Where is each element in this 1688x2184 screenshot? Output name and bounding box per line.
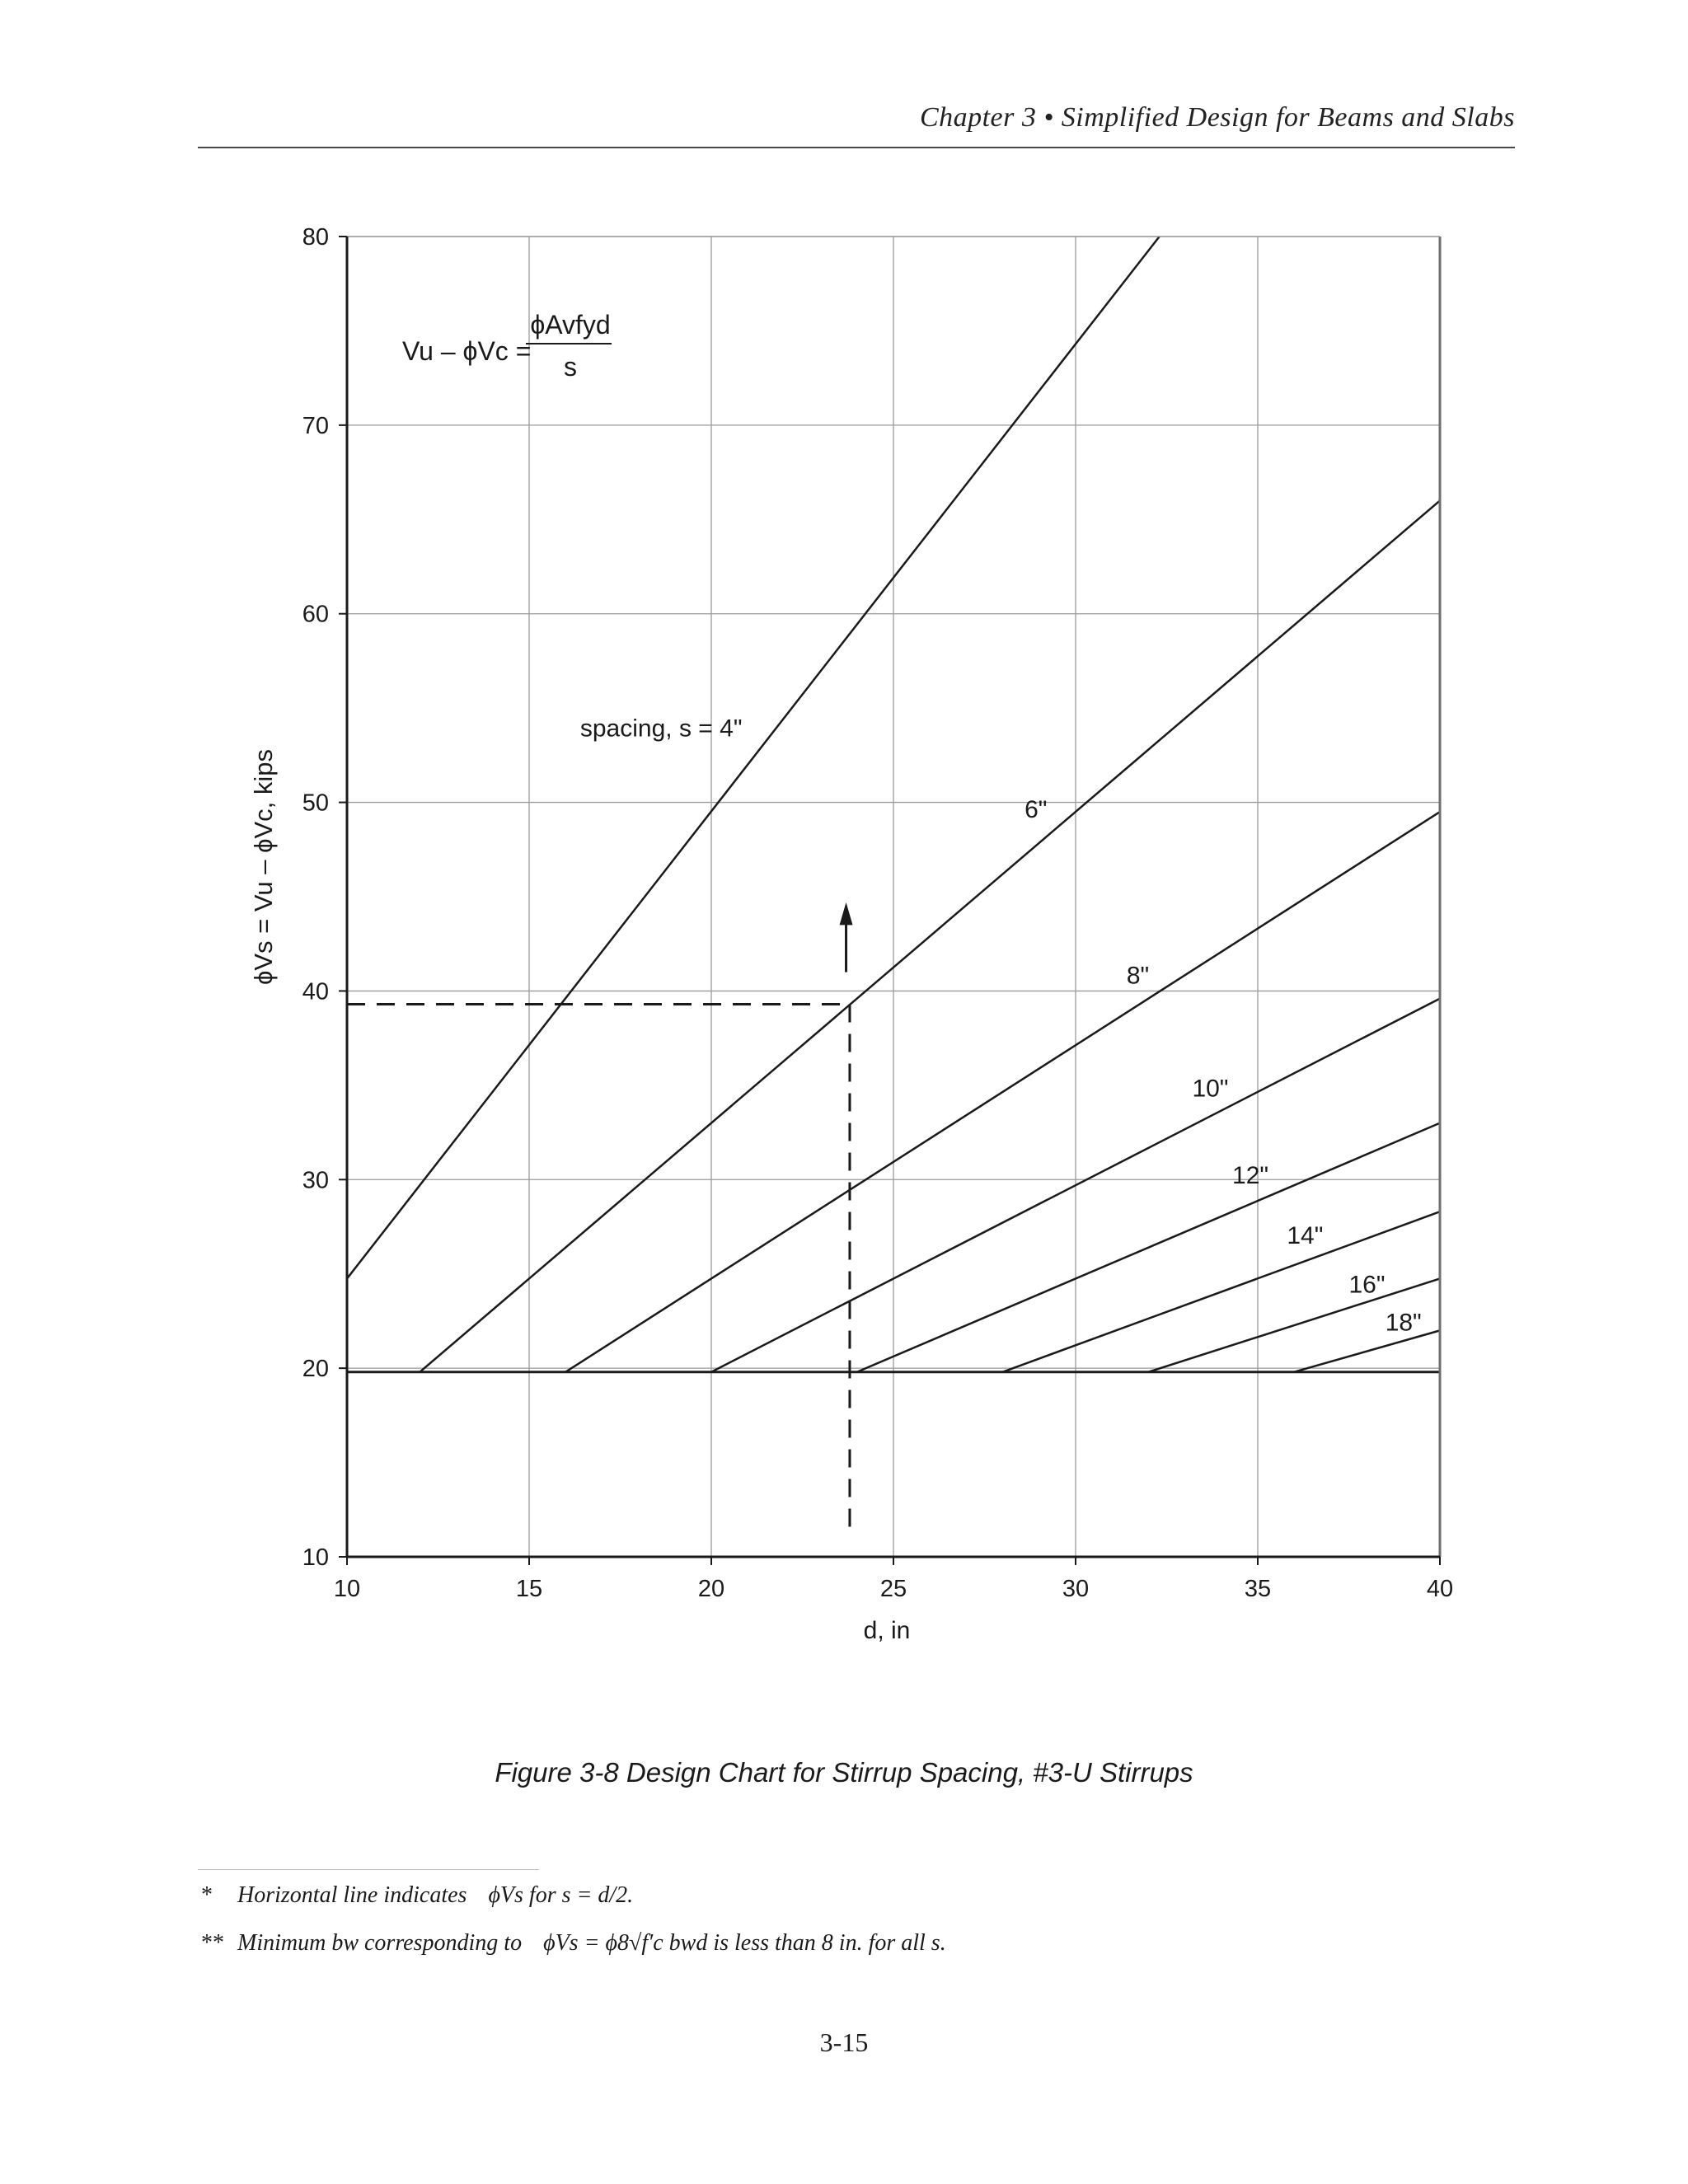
footnote-1-mark: * xyxy=(201,1882,213,1908)
formula xyxy=(402,310,612,382)
spacing-line-7 xyxy=(1294,1330,1440,1371)
series-label-3: 10" xyxy=(1192,1075,1229,1103)
y-tick-label-10: 10 xyxy=(302,1544,329,1571)
y-tick-label-80: 80 xyxy=(302,224,329,251)
series-label-4: 12" xyxy=(1232,1161,1269,1189)
page-number: 3-15 xyxy=(819,2027,869,2057)
x-tick-label-40: 40 xyxy=(1426,1576,1454,1602)
example-lines xyxy=(347,902,853,1538)
x-tick-label-20: 20 xyxy=(697,1576,725,1602)
chart-axes xyxy=(339,237,1440,1565)
x-tick-label-25: 25 xyxy=(879,1576,907,1602)
series-labels xyxy=(580,715,1422,1336)
x-axis-label: d, in xyxy=(863,1617,911,1644)
x-tick-label-30: 30 xyxy=(1062,1576,1090,1602)
spacing-line-0 xyxy=(347,237,1160,1278)
figure-caption: Figure 3-8 Design Chart for Stirrup Spacing, #3-U Stirrups xyxy=(495,1757,1193,1788)
footnote-1-formula: ϕVs for s = d/2. xyxy=(488,1882,634,1908)
chart-grid xyxy=(347,237,1440,1557)
series-label-5: 14" xyxy=(1287,1222,1324,1250)
series-label-1: 6" xyxy=(1025,795,1048,823)
series-label-6: 16" xyxy=(1348,1271,1386,1299)
y-tick-label-50: 50 xyxy=(302,790,329,817)
chapter-title: Chapter 3 • Simplified Design for Beams and Slabs xyxy=(919,102,1515,133)
y-tick-label-40: 40 xyxy=(302,978,329,1005)
y-tick-label-70: 70 xyxy=(302,412,329,439)
x-tick-label-15: 15 xyxy=(515,1576,543,1602)
series-label-2: 8" xyxy=(1126,962,1150,990)
footnote-divider xyxy=(198,1869,539,1870)
y-tick-label-60: 60 xyxy=(302,601,329,628)
x-tick-label-10: 10 xyxy=(333,1576,361,1602)
formula-lhs: Vu – ϕVc = xyxy=(402,336,532,366)
spacing-line-4 xyxy=(857,1123,1440,1372)
footnote-2-formula: ϕVs = ϕ8√f′c bwd is less than 8 in. for all s. xyxy=(543,1930,946,1956)
arrow-up-icon xyxy=(840,902,853,925)
x-tick-label-35: 35 xyxy=(1244,1576,1272,1602)
y-tick-label-20: 20 xyxy=(302,1356,329,1383)
series-label-7: 18" xyxy=(1385,1309,1422,1337)
spacing-line-2 xyxy=(565,812,1440,1372)
series-label-0: spacing, s = 4" xyxy=(579,715,743,743)
formula-denominator: s xyxy=(564,352,577,382)
footnote-2-text: Minimum bw corresponding to xyxy=(237,1930,523,1956)
footnote-1 xyxy=(201,1882,633,1909)
y-axis-label: ϕVs = Vu – ϕVc, kips xyxy=(249,749,278,985)
y-tick-label-30: 30 xyxy=(302,1167,329,1194)
footnote-2 xyxy=(201,1930,946,1957)
footnote-2-mark: ** xyxy=(201,1930,224,1956)
formula-numerator: ϕAvfyd xyxy=(530,310,611,340)
footnote-1-text: Horizontal line indicates xyxy=(237,1882,467,1908)
